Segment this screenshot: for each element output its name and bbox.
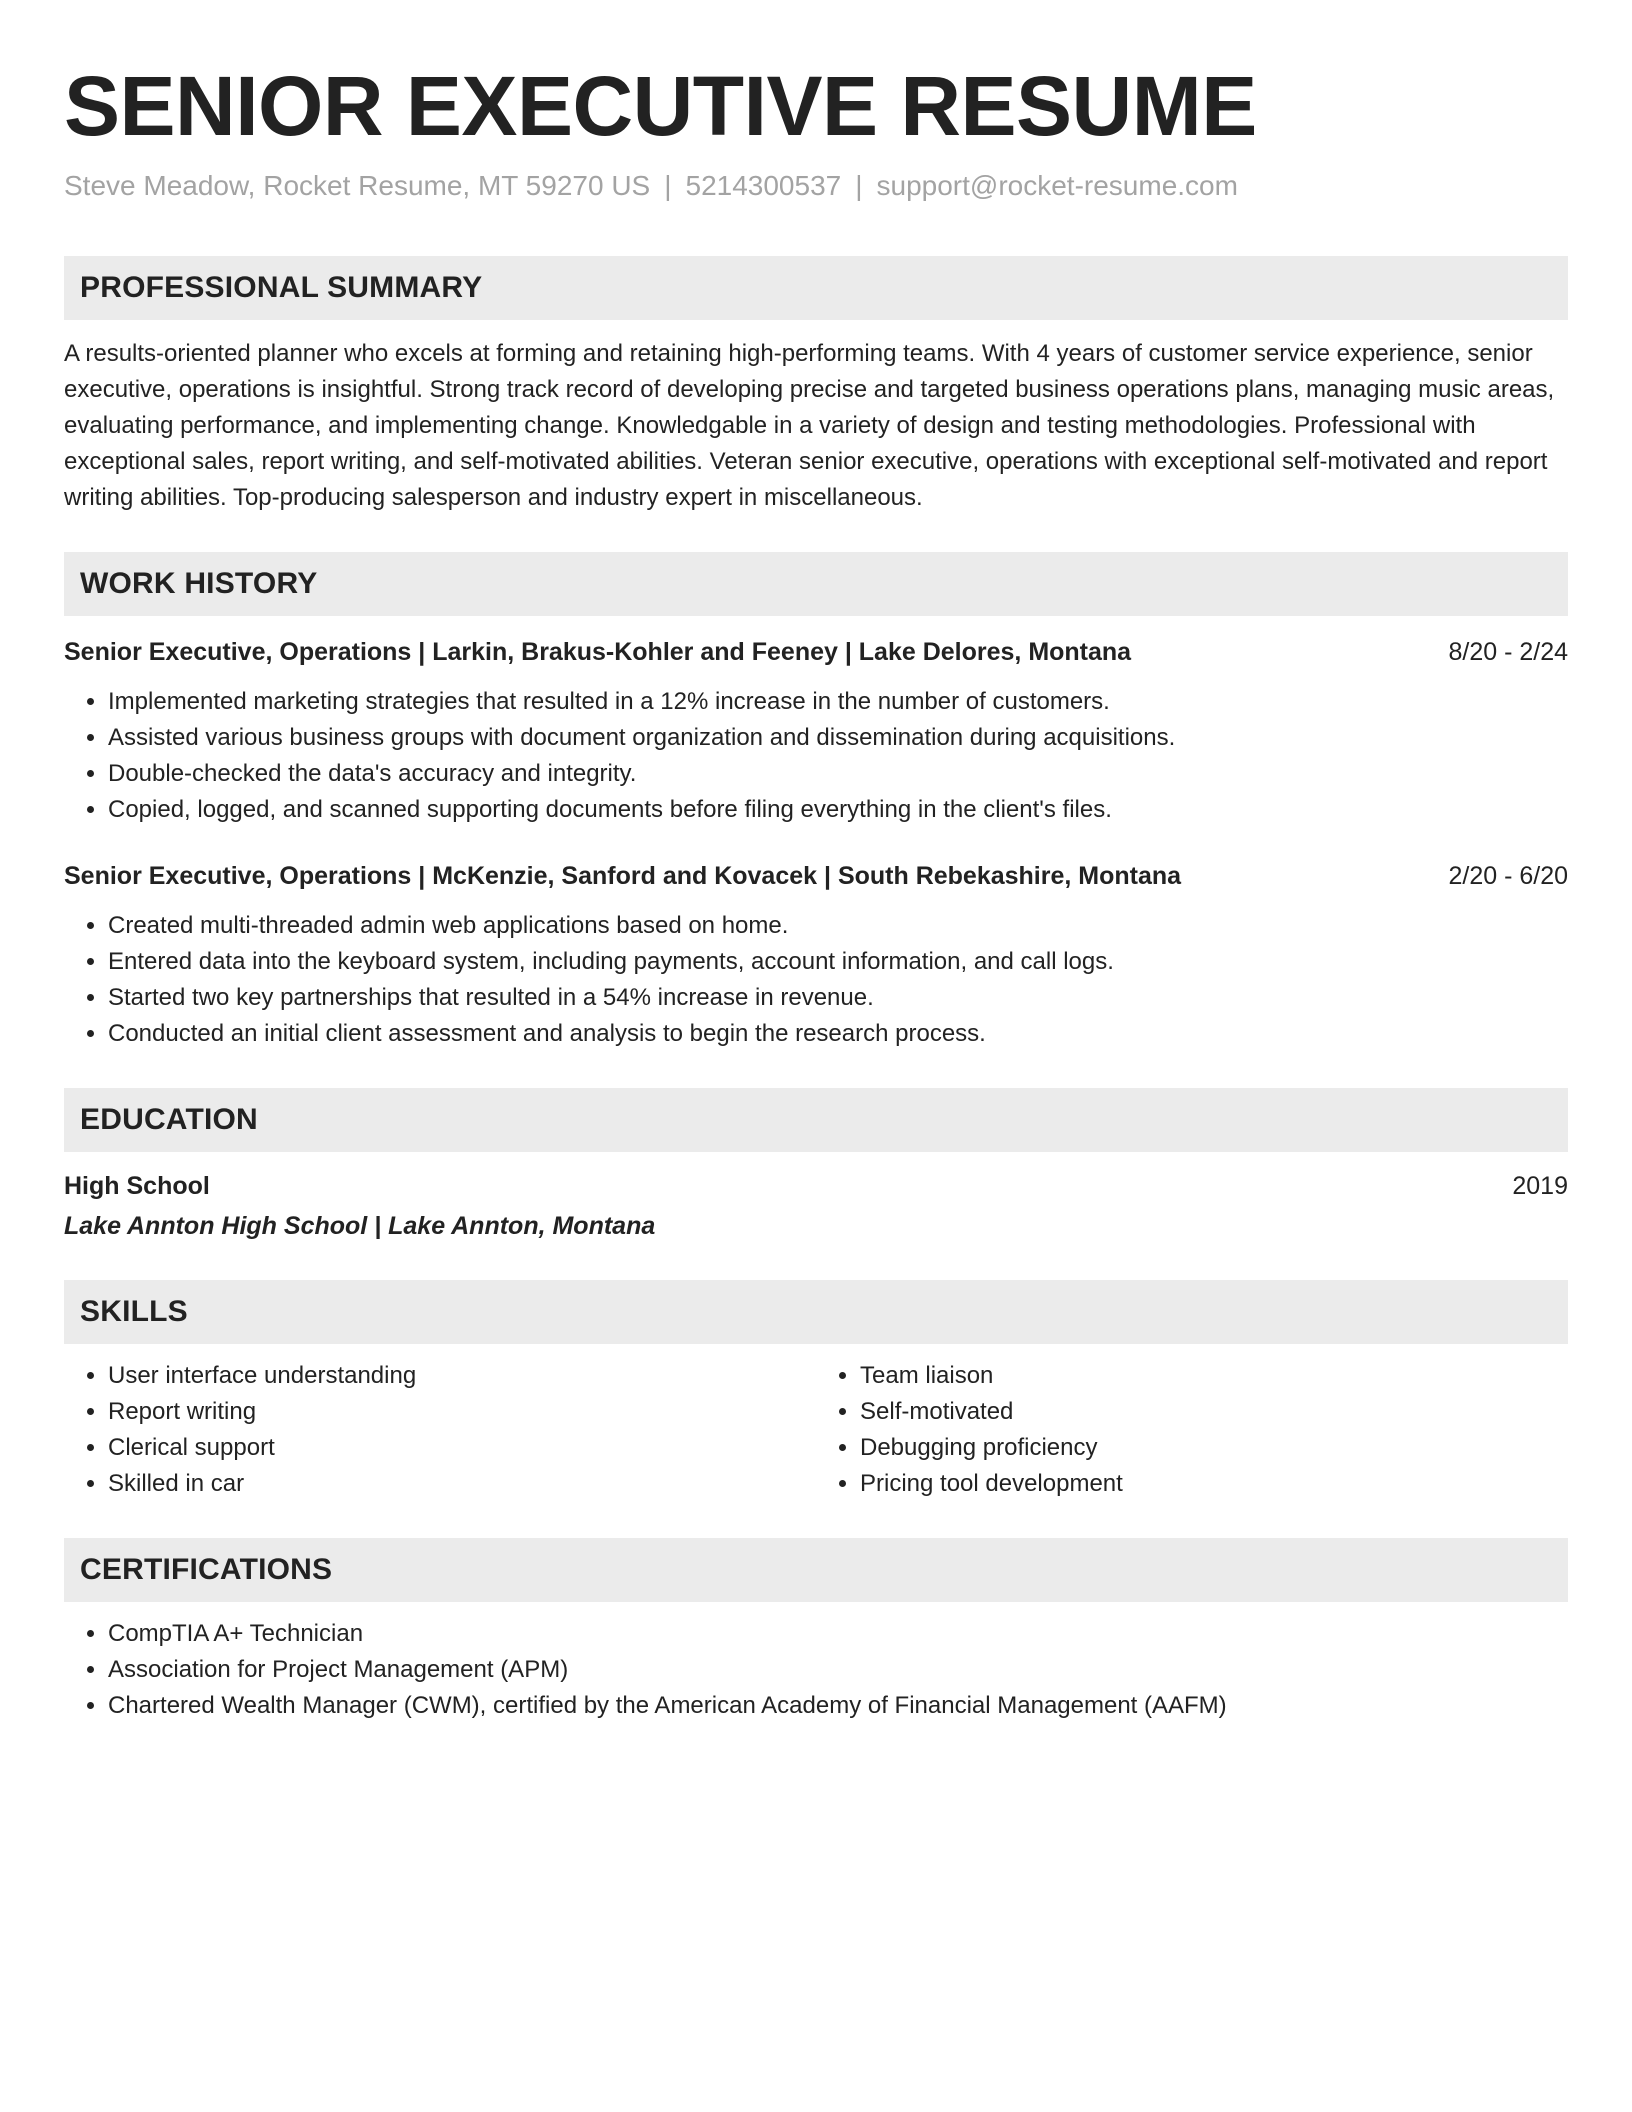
section-heading-education: EDUCATION [64, 1088, 1568, 1152]
contact-separator: | [664, 170, 672, 201]
skills-columns [64, 1358, 1568, 1502]
list-item: • Started two key partnerships that resulted in a 54% increase in revenue. [108, 980, 1568, 1016]
job-title: Senior Executive, Operations | McKenzie, Sanford and Kovacek | South Rebekashire, Montana [64, 862, 1182, 890]
list-item: • Chartered Wealth Manager (CWM), certified by the American Academy of Financial Management (AAFM) [108, 1688, 1568, 1724]
contact-address: Steve Meadow, Rocket Resume, MT 59270 US [64, 170, 651, 201]
list-item: • CompTIA A+ Technician [108, 1616, 1568, 1652]
contact-phone: 5214300537 [685, 170, 842, 201]
resume-title: SENIOR EXECUTIVE RESUME [64, 59, 1257, 153]
list-item: • Double-checked the data's accuracy and integrity. [108, 756, 1568, 792]
contact-email: support@rocket-resume.com [876, 170, 1238, 201]
list-item: • Debugging proficiency [860, 1430, 1568, 1466]
section-heading-certifications: CERTIFICATIONS [64, 1538, 1568, 1602]
list-item: • Association for Project Management (APM) [108, 1652, 1568, 1688]
section-heading-summary: PROFESSIONAL SUMMARY [64, 256, 1568, 320]
skills-left-list [64, 1358, 816, 1502]
list-item: • Assisted various business groups with document organization and dissemination during acquisitions. [108, 720, 1568, 756]
list-item: • Skilled in car [108, 1466, 816, 1502]
certifications-block [64, 1616, 1568, 1724]
list-item: • Self-motivated [860, 1394, 1568, 1430]
section-heading-skills: SKILLS [64, 1280, 1568, 1344]
summary-text: A results-oriented planner who excels at forming and retaining high-performing teams. With 4 years of customer service experience, senior executive, operations is insightful. Strong track record of developing precise and targeted business operations plans, managing music areas, evaluating performance, and implementing change. Knowledgable in a variety of design and testing methodologies. Professional with exceptional sales, report writing, and self-motivated abilities. Veteran senior executive, operations with exceptional self-motivated and report writing abilities. Top-producing salesperson and industry expert in miscellaneous. [64, 340, 1555, 511]
job-dates: 8/20 - 2/24 [1448, 638, 1568, 666]
education-year: 2019 [1512, 1172, 1568, 1200]
list-item: • Clerical support [108, 1430, 816, 1466]
job-dates: 2/20 - 6/20 [1448, 862, 1568, 890]
list-item: • Copied, logged, and scanned supporting documents before filing everything in the client's files. [108, 792, 1568, 828]
list-item: • Created multi-threaded admin web applications based on home. [108, 908, 1568, 944]
contact-line [64, 168, 1568, 204]
certifications-list [64, 1616, 1568, 1724]
list-item: • Implemented marketing strategies that resulted in a 12% increase in the number of customers. [108, 684, 1568, 720]
contact-separator: | [855, 170, 863, 201]
list-item: • Conducted an initial client assessment and analysis to begin the research process. [108, 1016, 1568, 1052]
job-entry [64, 634, 1568, 828]
list-item: • Pricing tool development [860, 1466, 1568, 1502]
skills-right-list [816, 1358, 1568, 1502]
job-entry [64, 858, 1568, 1052]
job-bullets [64, 684, 1568, 828]
job-header [64, 634, 1568, 670]
education-school: Lake Annton High School | Lake Annton, Montana [64, 1212, 656, 1240]
education-degree: High School [64, 1172, 210, 1200]
list-item: • Entered data into the keyboard system, including payments, account information, and call logs. [108, 944, 1568, 980]
job-bullets [64, 908, 1568, 1052]
education-header [64, 1168, 1568, 1204]
section-heading-work: WORK HISTORY [64, 552, 1568, 616]
job-header [64, 858, 1568, 894]
list-item: • Report writing [108, 1394, 816, 1430]
list-item: • User interface understanding [108, 1358, 816, 1394]
job-title: Senior Executive, Operations | Larkin, Brakus-Kohler and Feeney | Lake Delores, Montana [64, 638, 1132, 666]
list-item: • Team liaison [860, 1358, 1568, 1394]
